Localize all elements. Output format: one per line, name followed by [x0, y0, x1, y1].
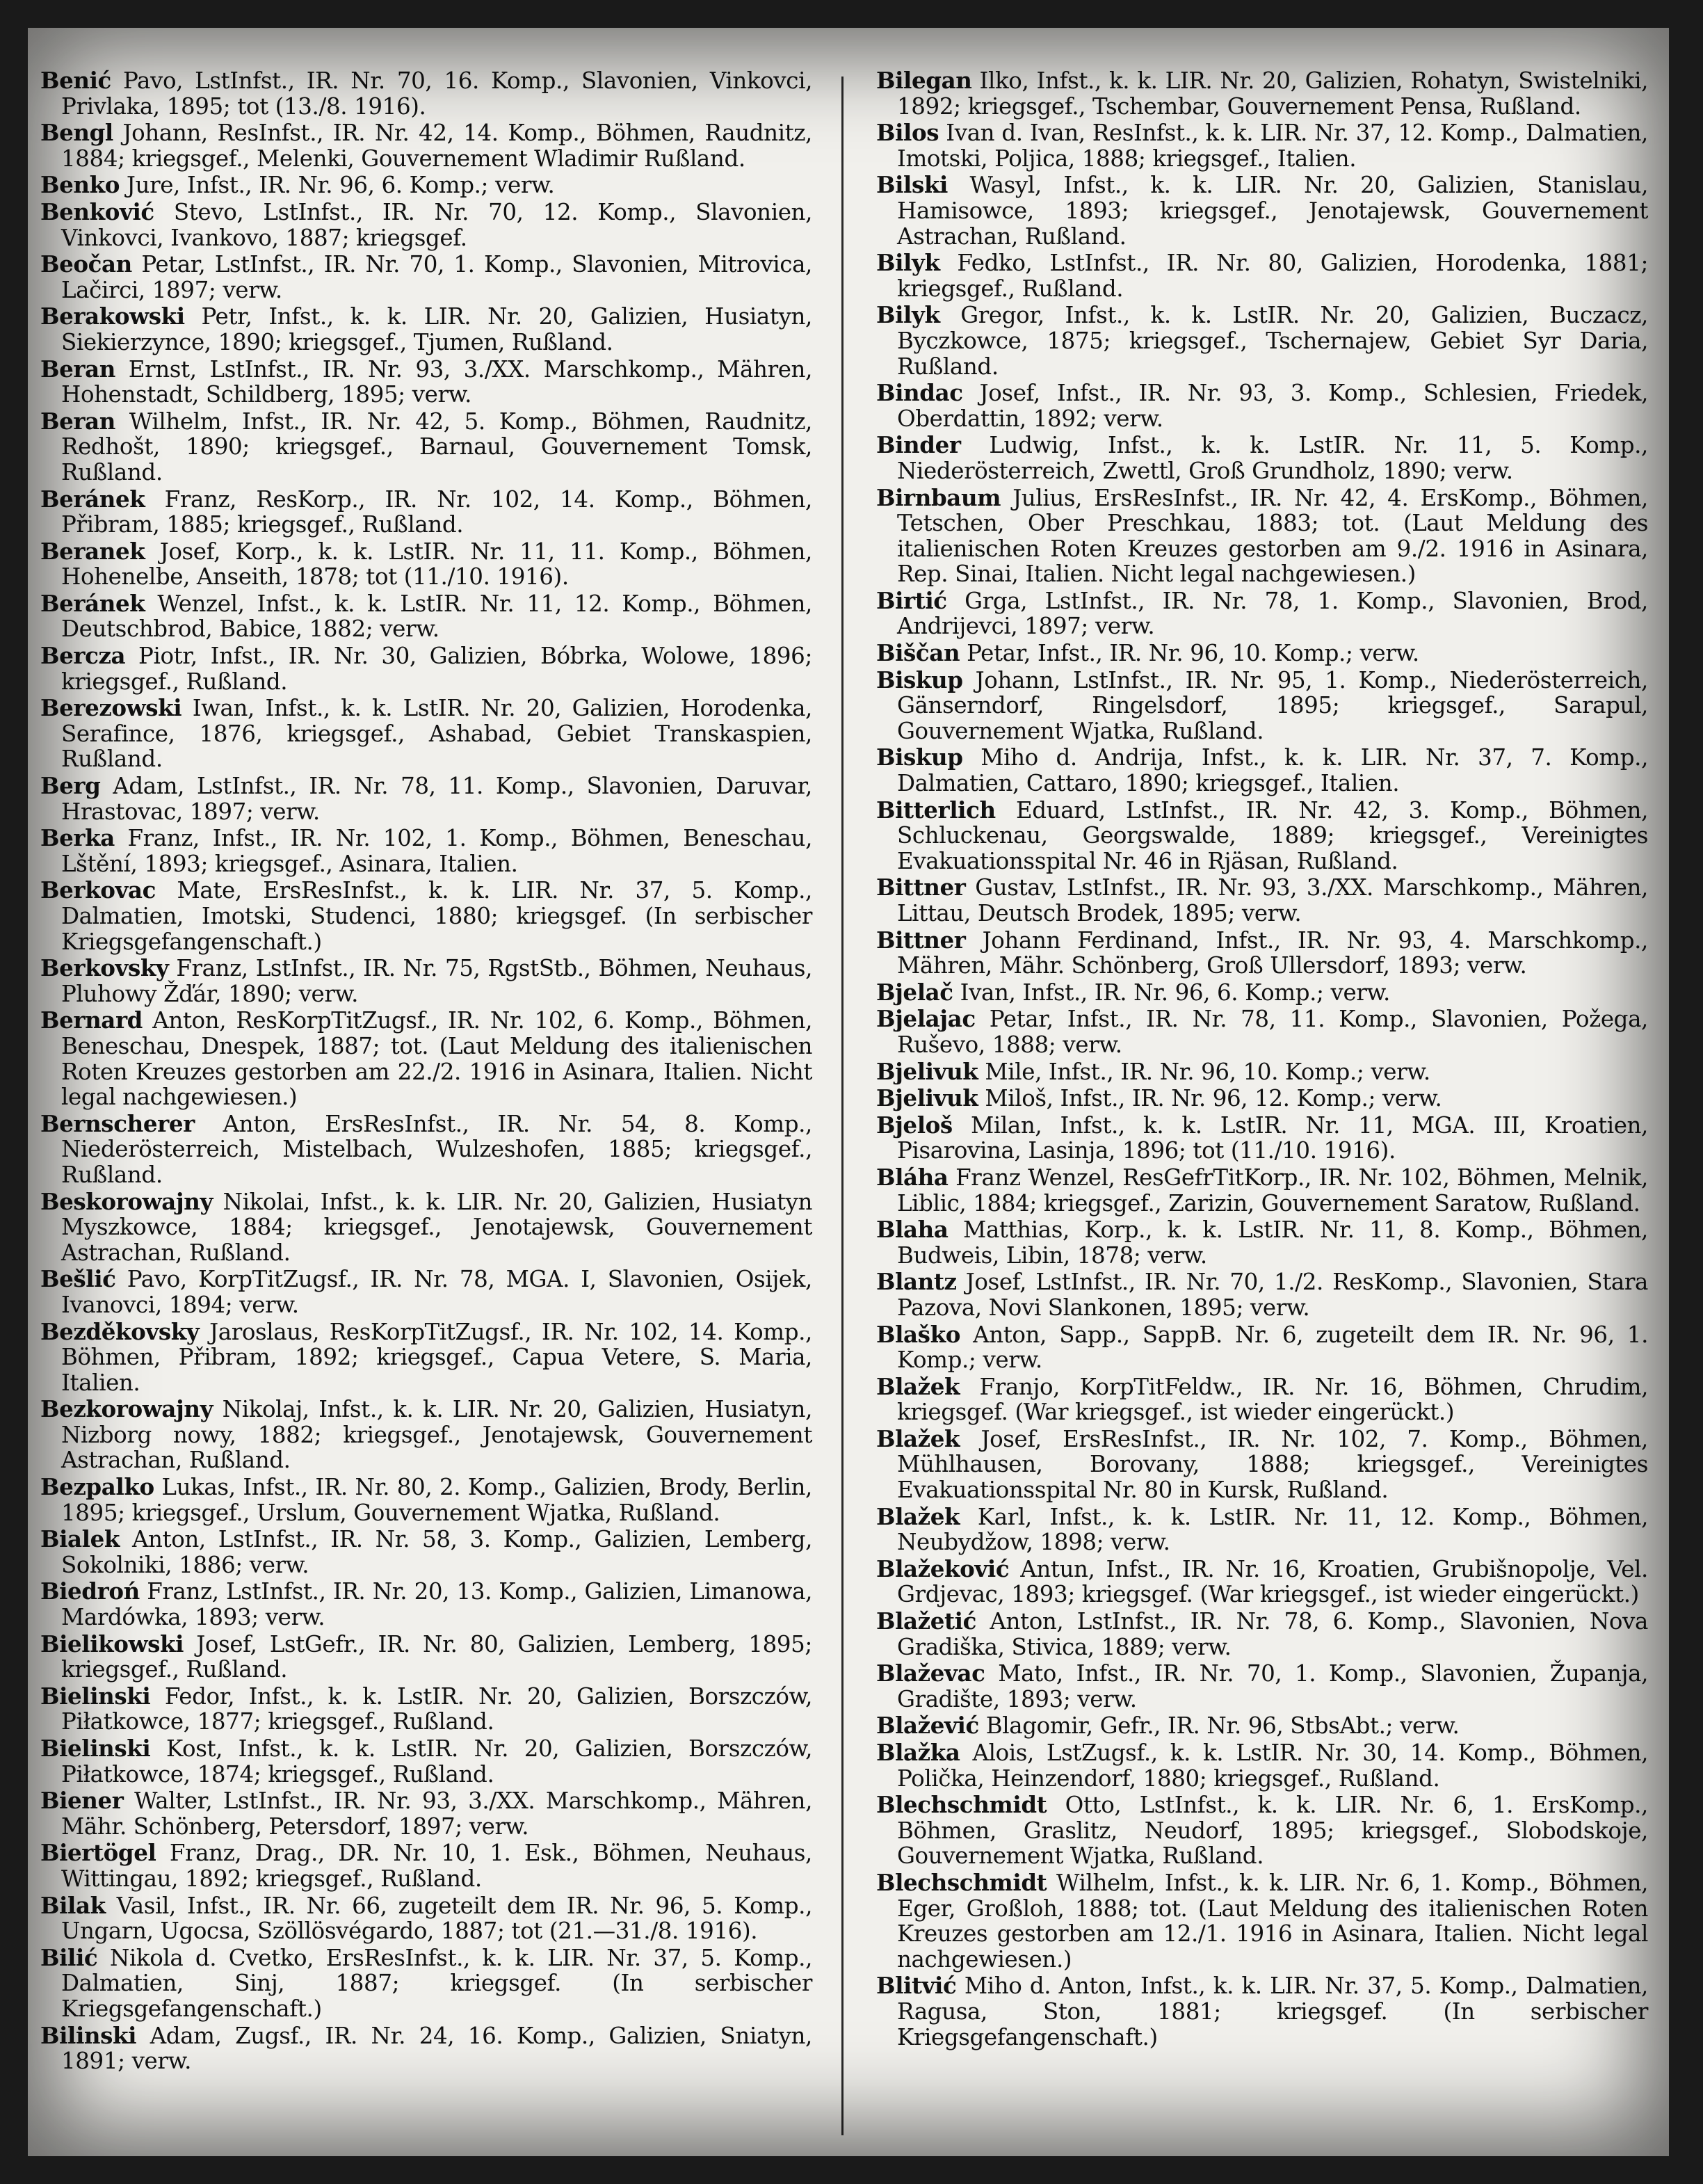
list-entry	[876, 1165, 1648, 1216]
entry-details: Adam, Zugsf., IR. Nr. 24, 16. Komp., Galizien, Sniatyn, 1891; verw.	[61, 2022, 812, 2075]
list-entry	[40, 956, 812, 1006]
entry-details: Johann, LstInfst., IR. Nr. 95, 1. Komp., Niederösterreich, Gänserndorf, Ringelsdorf, 1895; kriegsgef., Sarapul, Gouvernement Wjatka, Rußland.	[897, 666, 1648, 744]
list-entry	[876, 1086, 1648, 1111]
entry-details: Kost, Infst., k. k. LstIR. Nr. 20, Galizien, Borszczów, Piłatkowce, 1874; kriegsgef., Rußland.	[61, 1735, 812, 1788]
entry-details: Jure, Infst., IR. Nr. 96, 6. Komp.; verw.	[119, 172, 555, 199]
entry-details: Walter, LstInfst., IR. Nr. 93, 3./XX. Marschkomp., Mähren, Mähr. Schönberg, Petersdorf, 1897; verw.	[61, 1788, 812, 1840]
entry-details: Vasil, Infst., IR. Nr. 66, zugeteilt dem IR. Nr. 96, 5. Komp., Ungarn, Ugocsa, Szöllösvégardo, 1887; tot (21.—31./8. 1916).	[61, 1892, 812, 1945]
list-entry	[876, 120, 1648, 171]
entry-details: Otto, LstInfst., k. k. LIR. Nr. 6, 1. ErsKomp., Böhmen, Graslitz, Neudorf, 1895; kriegsgef., Slobodskoje, Gouvernement Wjatka, Rußland.	[897, 1792, 1648, 1870]
entry-details: Anton, LstInfst., IR. Nr. 78, 6. Komp., Slavonien, Nova Gradiška, Stivica, 1889; verw.	[897, 1608, 1648, 1660]
column-divider	[841, 77, 844, 2135]
entry-surname: Bilinski	[40, 2021, 137, 2049]
entry-surname: Blitvić	[876, 1972, 957, 2000]
list-entry	[40, 539, 812, 590]
entry-details: Ilko, Infst., k. k. LIR. Nr. 20, Galizien, Rohatyn, Swistelniki, 1892; kriegsgef., Tschembar, Gouvernement Pensa, Rußland.	[897, 67, 1648, 120]
entry-surname: Biener	[40, 1787, 124, 1815]
entry-details: Milan, Infst., k. k. LstIR. Nr. 11, MGA. III, Kroatien, Pisarovina, Lasinja, 1896; tot (11./10. 1916).	[897, 1111, 1648, 1164]
entry-surname: Blažka	[876, 1739, 960, 1766]
entry-details: Antun, Infst., IR. Nr. 16, Kroatien, Grubišnopolje, Vel. Grdjevac, 1893; kriegsgef. (War kriegsgef., ist wieder eingerückt.)	[897, 1555, 1648, 1608]
entry-details: Alois, LstZugsf., k. k. LstIR. Nr. 30, 14. Komp., Böhmen, Polička, Heinzendorf, 1880; kriegsgef., Rußland.	[897, 1740, 1648, 1792]
list-entry	[40, 409, 812, 485]
entry-details: Josef, Korp., k. k. LstIR. Nr. 11, 11. Komp., Böhmen, Hohenelbe, Anseith, 1878; tot (11./10. 1916).	[61, 538, 812, 591]
list-entry	[40, 1267, 812, 1317]
entry-details: Josef, LstGefr., IR. Nr. 80, Galizien, Lemberg, 1895; kriegsgef., Rußland.	[61, 1630, 812, 1683]
entry-details: Wasyl, Infst., k. k. LIR. Nr. 20, Galizien, Stanislau, Hamisowce, 1893; kriegsgef., Jenotajewsk, Gouvernement Astrachan, Rußland.	[897, 172, 1648, 250]
list-entry	[40, 200, 812, 250]
entry-surname: Berkovac	[40, 876, 156, 904]
entry-surname: Bilić	[40, 1943, 98, 1971]
entry-details: Pavo, LstInfst., IR. Nr. 70, 16. Komp., Slavonien, Vinkovci, Privlaka, 1895; tot (13./8. 1916).	[61, 67, 812, 120]
list-entry	[40, 172, 812, 198]
entry-surname: Bláha	[876, 1163, 949, 1191]
entry-details: Petar, Infst., IR. Nr. 96, 10. Komp.; verw.	[960, 640, 1419, 667]
entry-surname: Biskup	[876, 744, 963, 771]
entry-details: Fedor, Infst., k. k. LstIR. Nr. 20, Galizien, Borszczów, Piłatkowce, 1877; kriegsgef., Rußland.	[61, 1683, 812, 1735]
entry-surname: Birtić	[876, 586, 947, 614]
entry-surname: Birnbaum	[876, 483, 1001, 511]
entry-surname: Biščan	[876, 639, 960, 667]
entry-surname: Benko	[40, 171, 120, 199]
list-entry	[40, 826, 812, 876]
list-entry	[876, 1006, 1648, 1057]
entry-details: Petar, LstInfst., IR. Nr. 70, 1. Komp., Slavonien, Mitrovica, Lačirci, 1897; verw.	[61, 251, 812, 303]
entry-details: Wilhelm, Infst., IR. Nr. 42, 5. Komp., Böhmen, Raudnitz, Redhošt, 1890; kriegsgef., Barnaul, Gouvernement Tomsk, Rußland.	[61, 408, 812, 485]
entry-surname: Bernard	[40, 1006, 143, 1034]
entry-surname: Blaško	[876, 1320, 960, 1348]
list-entry	[40, 1840, 812, 1891]
list-entry	[876, 1504, 1648, 1555]
right-column	[876, 68, 1648, 2051]
entry-surname: Bilyk	[876, 301, 940, 329]
list-entry	[876, 875, 1648, 926]
entry-surname: Bilski	[876, 171, 948, 199]
entry-details: Anton, ErsResInfst., IR. Nr. 54, 8. Komp., Niederösterreich, Mistelbach, Wulzeshofen, 1885; kriegsgef., Rußland.	[61, 1110, 812, 1188]
list-entry	[876, 1322, 1648, 1373]
entry-details: Gustav, LstInfst., IR. Nr. 93, 3./XX. Marschkomp., Mähren, Littau, Deutsch Brodek, 1895; verw.	[897, 874, 1648, 926]
list-entry	[876, 1973, 1648, 2050]
entry-surname: Blažek	[876, 1372, 960, 1400]
list-entry	[876, 303, 1648, 379]
entry-surname: Blažetić	[876, 1607, 976, 1635]
entry-surname: Blechschmidt	[876, 1868, 1047, 1896]
entry-details: Anton, Sapp., SappB. Nr. 6, zugeteilt dem IR. Nr. 96, 1. Komp.; verw.	[897, 1321, 1648, 1374]
entry-details: Josef, ErsResInfst., IR. Nr. 102, 7. Komp., Böhmen, Mühlhausen, Borovany, 1888; kriegsgef., Vereinigtes Evakuationsspital Nr. 80 in Kursk, Rußland.	[897, 1425, 1648, 1504]
list-entry	[40, 252, 812, 303]
list-entry	[40, 878, 812, 954]
list-entry	[876, 588, 1648, 639]
entry-surname: Blažek	[876, 1424, 960, 1452]
entry-details: Karl, Infst., k. k. LstIR. Nr. 11, 12. Komp., Böhmen, Neubydžow, 1898; verw.	[897, 1503, 1648, 1556]
entry-details: Ernst, LstInfst., IR. Nr. 93, 3./XX. Marschkomp., Mähren, Hohenstadt, Schildberg, 1895; verw.	[61, 355, 812, 408]
list-entry	[876, 1609, 1648, 1660]
list-entry	[876, 668, 1648, 744]
entry-details: Lukas, Infst., IR. Nr. 80, 2. Komp., Galizien, Brody, Berlin, 1895; kriegsgef., Urslum, Gouvernement Wjatka, Rußland.	[61, 1474, 812, 1526]
entry-surname: Bindac	[876, 379, 963, 407]
list-entry	[40, 357, 812, 408]
entry-surname: Beran	[40, 355, 115, 383]
entry-surname: Blantz	[876, 1268, 957, 1296]
entry-details: Ivan, Infst., IR. Nr. 96, 6. Komp.; verw.	[953, 979, 1390, 1006]
entry-details: Julius, ErsResInfst., IR. Nr. 42, 4. ErsKomp., Böhmen, Tetschen, Ober Preschkau, 1883; tot. (Laut Meldung des italienischen Roten Kreuzes gestorben am 9./2. 1916 in Asinara, Rep. Sinai, Italien. Nicht legal nachgewiesen.)	[897, 484, 1648, 588]
entry-details: Wilhelm, Infst., k. k. LIR. Nr. 6, 1. Komp., Böhmen, Eger, Großloh, 1888; tot. (Laut Meldung des italienischen Roten Kreuzes gestorben am 12./1. 1916 in Asinara, Italien. Nicht legal nachgewiesen.)	[897, 1869, 1648, 1973]
list-entry	[40, 1684, 812, 1735]
list-entry	[876, 1870, 1648, 1972]
left-column	[40, 68, 812, 2075]
list-entry	[876, 1557, 1648, 1607]
entry-details: Josef, LstInfst., IR. Nr. 70, 1./2. ResKomp., Slavonien, Stara Pazova, Novi Slankonen, 1895; verw.	[897, 1269, 1648, 1321]
list-entry	[876, 1113, 1648, 1164]
list-entry	[876, 980, 1648, 1006]
entry-details: Josef, Infst., IR. Nr. 93, 3. Komp., Schlesien, Friedek, Oberdattin, 1892; verw.	[897, 380, 1648, 432]
scanned-page	[28, 28, 1669, 2156]
entry-details: Franz, LstInfst., IR. Nr. 20, 13. Komp., Galizien, Limanowa, Mardówka, 1893; verw.	[61, 1578, 812, 1631]
entry-surname: Bjelajac	[876, 1005, 976, 1033]
entry-surname: Bielinski	[40, 1735, 151, 1762]
entry-surname: Biertögel	[40, 1839, 156, 1867]
entry-details: Miloš, Infst., IR. Nr. 96, 12. Komp.; verw.	[978, 1085, 1442, 1112]
list-entry	[40, 1945, 812, 2022]
entry-surname: Bezpalko	[40, 1473, 154, 1501]
entry-surname: Beranek	[40, 537, 145, 565]
entry-surname: Beránek	[40, 589, 145, 617]
entry-details: Mile, Infst., IR. Nr. 96, 10. Komp.; verw.	[978, 1058, 1430, 1085]
list-entry	[876, 1269, 1648, 1320]
list-entry	[876, 250, 1648, 301]
list-entry	[40, 304, 812, 355]
entry-details: Nikolai, Infst., k. k. LIR. Nr. 20, Galizien, Husiatyn Myszkowce, 1884; kriegsgef., Jenotajewsk, Gouvernement Astrachan, Rußland.	[61, 1188, 812, 1266]
entry-surname: Bengl	[40, 119, 113, 147]
list-entry	[40, 1736, 812, 1787]
list-entry	[876, 1217, 1648, 1268]
entry-surname: Blažeković	[876, 1555, 1010, 1582]
list-entry	[40, 696, 812, 772]
list-entry	[40, 1788, 812, 1839]
entry-surname: Binder	[876, 431, 961, 459]
list-entry	[876, 1792, 1648, 1869]
entry-details: Iwan, Infst., k. k. LstIR. Nr. 20, Galizien, Horodenka, Serafince, 1876, kriegsgef., Ashabad, Gebiet Transkaspien, Rußland.	[61, 695, 812, 773]
entry-details: Mate, ErsResInfst., k. k. LIR. Nr. 37, 5. Komp., Dalmatien, Imotski, Studenci, 1880; kriegsgef. (In serbischer Kriegsgefangenschaft.)	[61, 877, 812, 955]
entry-surname: Blaževac	[876, 1660, 985, 1687]
entry-surname: Bilegan	[876, 67, 972, 94]
entry-surname: Bešlić	[40, 1265, 116, 1293]
entry-details: Anton, LstInfst., IR. Nr. 58, 3. Komp., Galizien, Lemberg, Sokolniki, 1886; verw.	[61, 1526, 812, 1578]
entry-surname: Berka	[40, 824, 115, 852]
entry-details: Franz, LstInfst., IR. Nr. 75, RgstStb., Böhmen, Neuhaus, Pluhowy Žďár, 1890; verw.	[61, 955, 812, 1007]
entry-details: Gregor, Infst., k. k. LstIR. Nr. 20, Galizien, Buczacz, Byczkowce, 1875; kriegsgef., Tschernajew, Gebiet Syr Daria, Rußland.	[897, 302, 1648, 380]
entry-details: Franz, Infst., IR. Nr. 102, 1. Komp., Böhmen, Beneschau, Lštění, 1893; kriegsgef., Asinara, Italien.	[61, 825, 812, 877]
list-entry	[40, 1579, 812, 1630]
list-entry	[876, 1059, 1648, 1085]
entry-surname: Blaha	[876, 1216, 949, 1244]
entry-surname: Berakowski	[40, 303, 185, 330]
entry-surname: Bilyk	[876, 249, 940, 277]
entry-details: Petr, Infst., k. k. LIR. Nr. 20, Galizien, Husiatyn, Siekierzynce, 1890; kriegsgef., Tjumen, Rußland.	[61, 303, 812, 355]
entry-surname: Bielikowski	[40, 1630, 184, 1657]
entry-surname: Bernscherer	[40, 1109, 195, 1137]
list-entry	[876, 798, 1648, 874]
entry-details: Mato, Infst., IR. Nr. 70, 1. Komp., Slavonien, Županja, Gradište, 1893; verw.	[897, 1660, 1648, 1712]
entry-surname: Beočan	[40, 250, 132, 278]
entry-details: Blagomir, Gefr., IR. Nr. 96, StbsAbt.; verw.	[978, 1712, 1460, 1740]
list-entry	[40, 120, 812, 171]
list-entry	[40, 487, 812, 538]
list-entry	[876, 745, 1648, 796]
entry-details: Ivan d. Ivan, ResInfst., k. k. LIR. Nr. 37, 12. Komp., Dalmatien, Imotski, Poljica, 1888; kriegsgef., Italien.	[897, 120, 1648, 172]
list-entry	[40, 1893, 812, 1944]
entry-surname: Blechschmidt	[876, 1791, 1047, 1819]
entry-details: Franjo, KorpTitFeldw., IR. Nr. 16, Böhmen, Chrudim, kriegsgef. (War kriegsgef., ist wieder eingerückt.)	[897, 1373, 1648, 1426]
entry-surname: Bercza	[40, 642, 126, 670]
entry-details: Wenzel, Infst., k. k. LstIR. Nr. 11, 12. Komp., Böhmen, Deutschbrod, Babice, 1882; verw.	[61, 590, 812, 643]
list-entry	[876, 928, 1648, 979]
list-entry	[40, 591, 812, 642]
list-entry	[40, 1632, 812, 1683]
entry-surname: Bittner	[876, 926, 966, 954]
entry-surname: Beran	[40, 407, 115, 435]
entry-details: Miho d. Andrija, Infst., k. k. LIR. Nr. 37, 7. Komp., Dalmatien, Cattaro, 1890; kriegsgef., Italien.	[897, 744, 1648, 797]
list-entry	[40, 1008, 812, 1109]
entry-details: Anton, ResKorpTitZugsf., IR. Nr. 102, 6. Komp., Böhmen, Beneschau, Dnespek, 1887; tot. (Laut Meldung des italienischen Roten Kreuzes gestorben am 22./2. 1916 in Asinara, Italien. Nicht legal nachgewiesen.)	[61, 1007, 812, 1111]
list-entry	[876, 172, 1648, 249]
entry-details: Piotr, Infst., IR. Nr. 30, Galizien, Bóbrka, Wolowe, 1896; kriegsgef., Rußland.	[61, 643, 812, 695]
list-entry	[876, 1424, 1648, 1504]
list-entry	[876, 380, 1648, 431]
entry-details: Pavo, KorpTitZugsf., IR. Nr. 78, MGA. I, Slavonien, Osijek, Ivanovci, 1894; verw.	[61, 1266, 812, 1318]
list-entry	[876, 1740, 1648, 1791]
entry-surname: Bielinski	[40, 1682, 151, 1710]
entry-surname: Bittner	[876, 874, 966, 901]
list-entry	[40, 68, 812, 119]
entry-details: Johann Ferdinand, Infst., IR. Nr. 93, 4. Marschkomp., Mähren, Mähr. Schönberg, Groß Ullersdorf, 1893; verw.	[897, 926, 1648, 979]
entry-surname: Bilak	[40, 1891, 106, 1919]
entry-surname: Bitterlich	[876, 796, 996, 824]
entry-surname: Benković	[40, 198, 154, 225]
entry-details: Fedko, LstInfst., IR. Nr. 80, Galizien, Horodenka, 1881; kriegsgef., Rußland.	[897, 250, 1648, 302]
entry-details: Franz Wenzel, ResGefrTitKorp., IR. Nr. 102, Böhmen, Melnik, Liblic, 1884; kriegsgef., Zarizin, Gouvernement Saratow, Rußland.	[897, 1164, 1648, 1217]
entry-details: Matthias, Korp., k. k. LstIR. Nr. 11, 8. Komp., Böhmen, Budweis, Libin, 1878; verw.	[897, 1217, 1648, 1269]
entry-surname: Bjelivuk	[876, 1057, 978, 1085]
entry-surname: Berkovsky	[40, 954, 169, 982]
entry-surname: Blažević	[876, 1712, 979, 1740]
list-entry	[40, 1319, 812, 1396]
entry-details: Johann, ResInfst., IR. Nr. 42, 14. Komp., Böhmen, Raudnitz, 1884; kriegsgef., Melenki, Gouvernement Wladimir Rußland.	[61, 120, 812, 172]
list-entry	[40, 643, 812, 694]
entry-surname: Biedroń	[40, 1577, 140, 1605]
list-entry	[40, 2023, 812, 2074]
entry-details: Grga, LstInfst., IR. Nr. 78, 1. Komp., Slavonien, Brod, Andrijevci, 1897; verw.	[897, 587, 1648, 640]
list-entry	[40, 1475, 812, 1525]
list-entry	[40, 1111, 812, 1188]
list-entry	[40, 773, 812, 824]
entry-surname: Bezděkovsky	[40, 1317, 200, 1345]
list-entry	[876, 1661, 1648, 1712]
entry-surname: Benić	[40, 67, 111, 94]
entry-surname: Bjelač	[876, 978, 953, 1006]
entry-surname: Bezkorowajny	[40, 1395, 213, 1423]
list-entry	[876, 641, 1648, 666]
list-entry	[876, 433, 1648, 483]
entry-details: Jaroslaus, ResKorpTitZugsf., IR. Nr. 102, 14. Komp., Böhmen, Přibram, 1892; kriegsgef., Capua Vetere, S. Maria, Italien.	[61, 1318, 812, 1396]
list-entry	[876, 1374, 1648, 1425]
list-entry	[876, 68, 1648, 119]
entry-details: Stevo, LstInfst., IR. Nr. 70, 12. Komp., Slavonien, Vinkovci, Ivankovo, 1887; kriegsgef.	[61, 198, 812, 251]
entry-surname: Bjelivuk	[876, 1084, 978, 1112]
entry-details: Ludwig, Infst., k. k. LstIR. Nr. 11, 5. Komp., Niederösterreich, Zwettl, Groß Grundholz, 1890; verw.	[897, 432, 1648, 484]
entry-details: Franz, ResKorp., IR. Nr. 102, 14. Komp., Böhmen, Přibram, 1885; kriegsgef., Rußland.	[61, 485, 812, 538]
entry-details: Adam, LstInfst., IR. Nr. 78, 11. Komp., Slavonien, Daruvar, Hrastovac, 1897; verw.	[61, 773, 812, 825]
entry-surname: Biskup	[876, 666, 963, 693]
entry-details: Nikolaj, Infst., k. k. LIR. Nr. 20, Galizien, Husiatyn, Nizborg nowy, 1882; kriegsgef., Jenotajewsk, Gouvernement Astrachan, Rußland.	[61, 1396, 812, 1474]
entry-surname: Berezowski	[40, 694, 182, 722]
entry-surname: Bilos	[876, 119, 939, 147]
entry-surname: Beskorowajny	[40, 1187, 213, 1215]
entry-details: Petar, Infst., IR. Nr. 78, 11. Komp., Slavonien, Požega, Ruševo, 1888; verw.	[897, 1006, 1648, 1058]
list-entry	[40, 1397, 812, 1473]
entry-surname: Beránek	[40, 485, 145, 513]
list-entry	[876, 1713, 1648, 1739]
entry-surname: Bjeloš	[876, 1111, 953, 1139]
entry-details: Franz, Drag., DR. Nr. 10, 1. Esk., Böhmen, Neuhaus, Wittingau, 1892; kriegsgef., Rußland.	[61, 1840, 812, 1892]
entry-details: Miho d. Anton, Infst., k. k. LIR. Nr. 37, 5. Komp., Dalmatien, Ragusa, Ston, 1881; kriegsgef. (In serbischer Kriegsgefangenschaft.)	[897, 1973, 1648, 2050]
entry-surname: Bialek	[40, 1525, 120, 1553]
entry-surname: Berg	[40, 772, 101, 800]
entry-details: Nikola d. Cvetko, ErsResInfst., k. k. LIR. Nr. 37, 5. Komp., Dalmatien, Sinj, 1887; kriegsgef. (In serbischer Kriegsgefangenschaft.)	[61, 1944, 812, 2022]
list-entry	[40, 1527, 812, 1577]
entry-surname: Blažek	[876, 1502, 960, 1530]
list-entry	[876, 485, 1648, 587]
list-entry	[40, 1189, 812, 1266]
entry-details: Eduard, LstInfst., IR. Nr. 42, 3. Komp., Böhmen, Schluckenau, Georgswalde, 1889; kriegsgef., Vereinigtes Evakuationsspital Nr. 46 in Rjäsan, Rußland.	[897, 796, 1648, 874]
